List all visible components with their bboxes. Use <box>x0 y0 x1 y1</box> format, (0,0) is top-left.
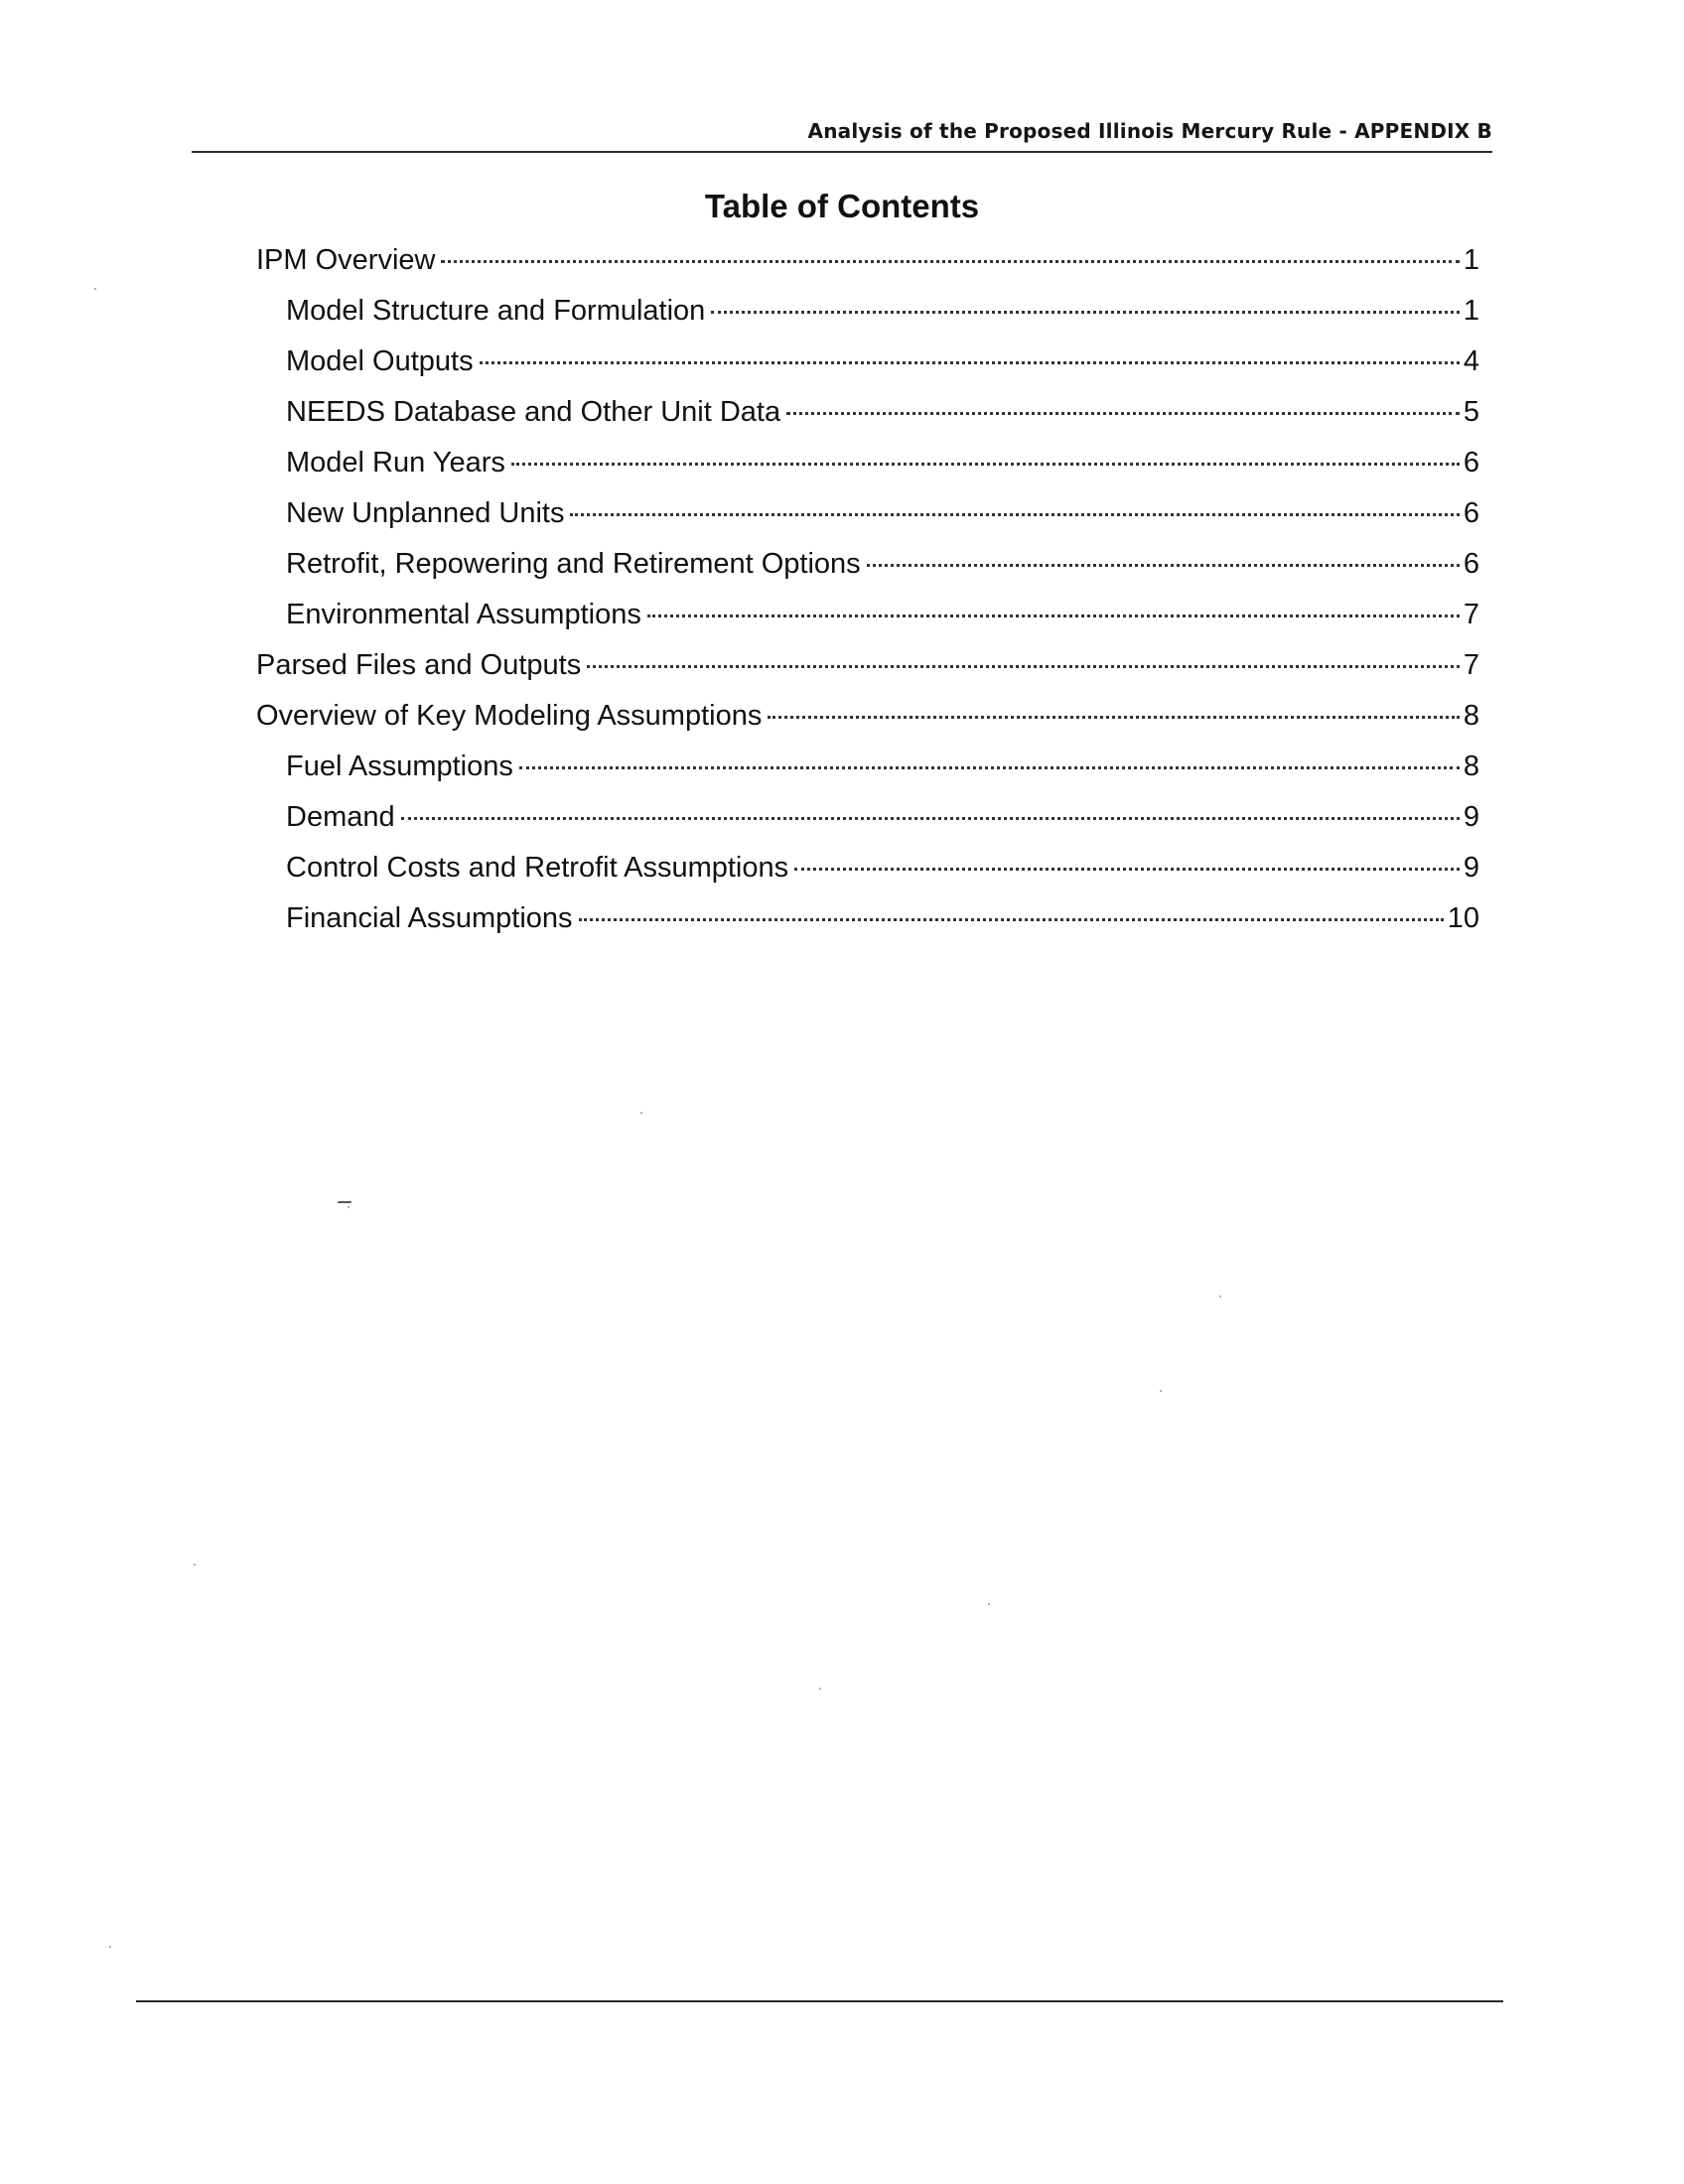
toc-entry-page: 10 <box>1447 902 1479 934</box>
scan-speck <box>109 1946 111 1948</box>
toc-entry-label: Model Structure and Formulation <box>286 295 706 327</box>
toc-entry[interactable] <box>256 597 1479 647</box>
toc-entry-label: IPM Overview <box>256 244 436 276</box>
toc-entry-label: Overview of Key Modeling Assumptions <box>256 700 763 732</box>
toc-entry[interactable] <box>256 647 1479 698</box>
toc-entry-page: 8 <box>1463 700 1479 732</box>
footer-rule <box>136 2000 1503 2002</box>
toc-entry-label: Model Run Years <box>286 447 505 478</box>
toc-entry[interactable] <box>256 799 1479 850</box>
toc-entry-label: Control Costs and Retrofit Assumptions <box>286 852 789 884</box>
toc-entry[interactable] <box>256 394 1479 445</box>
toc-entry-label: Fuel Assumptions <box>286 751 513 782</box>
scan-speck <box>94 288 96 290</box>
toc-entry[interactable] <box>256 900 1479 951</box>
toc-entry-label: NEEDS Database and Other Unit Data <box>286 396 781 428</box>
toc-entry-page: 9 <box>1463 852 1479 884</box>
running-header: Analysis of the Proposed Illinois Mercury Rule - APPENDIX B <box>807 119 1492 143</box>
toc-entry-label: Demand <box>286 801 395 833</box>
dot-leader <box>570 513 1459 516</box>
toc-entry-label: Financial Assumptions <box>286 902 573 934</box>
scan-speck <box>1219 1296 1221 1297</box>
toc-entry-page: 6 <box>1463 497 1479 529</box>
toc-entry-label: New Unplanned Units <box>286 497 565 529</box>
dot-leader <box>768 716 1460 719</box>
header-rule <box>192 151 1492 153</box>
dot-leader <box>579 918 1444 921</box>
toc-entry-page: 6 <box>1463 447 1479 478</box>
toc-entry-label: Retrofit, Repowering and Retirement Options <box>286 548 861 580</box>
toc-entry-page: 7 <box>1463 599 1479 630</box>
scan-speck <box>194 1564 196 1566</box>
toc-entry-page: 1 <box>1463 295 1479 327</box>
toc-entry-page: 9 <box>1463 801 1479 833</box>
toc-entry[interactable] <box>256 445 1479 495</box>
dot-leader <box>511 463 1460 466</box>
toc-entry-page: 6 <box>1463 548 1479 580</box>
scan-speck <box>348 1206 350 1208</box>
toc-entry[interactable] <box>256 242 1479 293</box>
toc-entry-label: Model Outputs <box>286 345 474 377</box>
toc-entry-page: 5 <box>1463 396 1479 428</box>
toc-title-row <box>0 188 1684 225</box>
dot-leader <box>480 361 1460 364</box>
toc-entry[interactable] <box>256 293 1479 343</box>
toc-entry[interactable] <box>256 850 1479 900</box>
scan-speck <box>640 1112 642 1114</box>
table-of-contents <box>256 242 1479 951</box>
toc-entry[interactable] <box>256 749 1479 799</box>
toc-entry-page: 1 <box>1463 244 1479 276</box>
dot-leader <box>647 614 1460 617</box>
toc-entry-page: 8 <box>1463 751 1479 782</box>
scan-speck <box>988 1603 990 1605</box>
dot-leader <box>401 817 1460 820</box>
dot-leader <box>519 766 1460 769</box>
toc-entry-label: Parsed Files and Outputs <box>256 649 582 681</box>
dot-leader <box>794 868 1460 871</box>
toc-entry[interactable] <box>256 343 1479 394</box>
toc-entry-page: 7 <box>1463 649 1479 681</box>
toc-entry[interactable] <box>256 698 1479 749</box>
toc-entry[interactable] <box>256 495 1479 546</box>
scan-speck <box>1160 1390 1162 1392</box>
dot-leader <box>786 412 1460 415</box>
scan-speck <box>819 1688 821 1690</box>
toc-title: Table of Contents <box>704 188 980 224</box>
toc-entry-label: Environmental Assumptions <box>286 599 641 630</box>
toc-entry-page: 4 <box>1463 345 1479 377</box>
dot-leader <box>587 665 1460 668</box>
dot-leader <box>711 311 1460 314</box>
dot-leader <box>867 564 1460 567</box>
dot-leader <box>441 260 1459 263</box>
scan-speck <box>338 1201 351 1203</box>
toc-entry[interactable] <box>256 546 1479 597</box>
